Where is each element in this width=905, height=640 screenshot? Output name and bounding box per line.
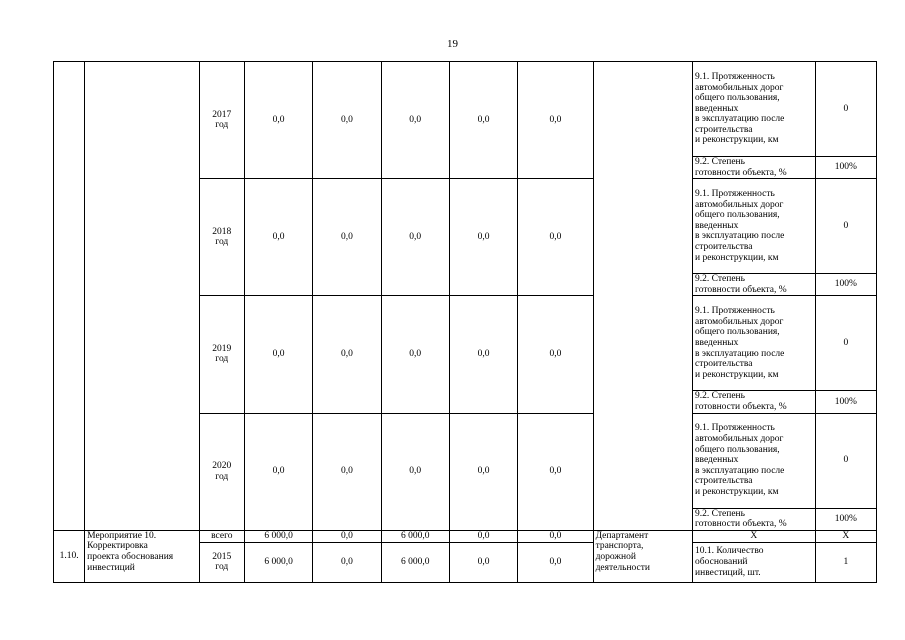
indicator-value: 100% xyxy=(815,508,876,530)
measure-total-row xyxy=(54,530,877,542)
indicator-cell xyxy=(693,413,816,508)
amount-cell: 0,0 xyxy=(313,542,381,582)
text-line: автомобильных дорог xyxy=(695,434,784,445)
indicator-value: 0 xyxy=(815,62,876,157)
text-line: деятельности xyxy=(595,562,650,573)
measure-number: 1.10. xyxy=(54,530,85,582)
amount-cell: 0,0 xyxy=(313,62,381,179)
amount-cell: 0,0 xyxy=(313,179,381,296)
text-line: обоснований xyxy=(695,556,748,567)
text-line: дорожной xyxy=(595,551,636,562)
amount-cell: 0,0 xyxy=(313,530,381,542)
indicator-value: 0 xyxy=(815,296,876,391)
text-line: готовности объекта, % xyxy=(695,284,787,295)
year-unit: год xyxy=(215,562,229,573)
executor-cell xyxy=(593,530,692,582)
indicator-cell xyxy=(693,508,816,530)
text-line: общего пользования, xyxy=(695,93,780,104)
text-line: 9.1. Протяженность xyxy=(695,423,775,434)
indicator-cell: Х xyxy=(693,530,816,542)
indicator-cell xyxy=(693,157,816,179)
amount-cell: 0,0 xyxy=(449,296,517,413)
amount-cell: 6 000,0 xyxy=(244,542,312,582)
amount-cell: 6 000,0 xyxy=(381,542,449,582)
amount-cell: 0,0 xyxy=(244,413,312,530)
amount-cell: 0,0 xyxy=(518,542,593,582)
year-row xyxy=(54,62,877,157)
text-line: в эксплуатацию после xyxy=(695,231,785,242)
year-cell xyxy=(199,179,244,296)
indicator-value: 100% xyxy=(815,391,876,413)
amount-cell: 0,0 xyxy=(381,62,449,179)
name-cell-empty xyxy=(85,62,200,531)
total-label: всего xyxy=(199,530,244,542)
text-line: Мероприятие 10. xyxy=(87,530,157,541)
indicator-cell xyxy=(693,391,816,413)
text-line: введенных xyxy=(695,455,739,466)
text-line: 9.2. Степень xyxy=(695,157,745,167)
text-line: готовности объекта, % xyxy=(695,401,787,412)
indicator-value: 0 xyxy=(815,413,876,508)
amount-cell: 0,0 xyxy=(449,179,517,296)
amount-cell: 0,0 xyxy=(244,296,312,413)
num-cell-empty xyxy=(54,62,85,531)
amount-cell: 0,0 xyxy=(449,530,517,542)
text-line: введенных xyxy=(695,103,739,114)
table-body xyxy=(54,62,877,583)
text-line: 9.1. Протяженность xyxy=(695,189,775,200)
amount-cell: 0,0 xyxy=(313,296,381,413)
text-line: 9.2. Степень xyxy=(695,274,745,285)
text-line: автомобильных дорог xyxy=(695,82,784,93)
amount-cell: 0,0 xyxy=(518,62,593,179)
year-unit: год xyxy=(215,237,229,248)
text-line: в эксплуатацию после xyxy=(695,114,785,125)
text-line: 10.1. Количество xyxy=(695,546,764,557)
amount-cell: 6 000,0 xyxy=(244,530,312,542)
indicator-cell xyxy=(693,296,816,391)
text-line: общего пользования, xyxy=(695,444,780,455)
text-line: и реконструкции, км xyxy=(695,135,779,146)
measure-name xyxy=(85,530,200,582)
indicator-cell xyxy=(693,274,816,296)
amount-cell: 0,0 xyxy=(313,413,381,530)
indicator-value: 100% xyxy=(815,274,876,296)
text-line: автомобильных дорог xyxy=(695,199,784,210)
year-cell xyxy=(199,413,244,530)
amount-cell: 0,0 xyxy=(449,413,517,530)
year-unit: год xyxy=(215,354,229,365)
text-line: в эксплуатацию после xyxy=(695,348,785,359)
page-number: 19 xyxy=(447,38,458,50)
amount-cell: 0,0 xyxy=(449,62,517,179)
text-line: 9.2. Степень xyxy=(695,508,745,519)
year-value: 2017 xyxy=(212,109,232,120)
indicator-value: 1 xyxy=(815,542,876,582)
text-line: и реконструкции, км xyxy=(695,487,779,498)
text-line: транспорта, xyxy=(595,541,644,552)
year-value: 2019 xyxy=(212,343,232,354)
amount-cell: 0,0 xyxy=(518,179,593,296)
year-cell xyxy=(199,62,244,179)
text-line: в эксплуатацию после xyxy=(695,465,785,476)
program-table xyxy=(53,61,877,583)
text-line: готовности объекта, % xyxy=(695,519,787,530)
text-line: строительства xyxy=(695,242,753,253)
amount-cell: 0,0 xyxy=(381,296,449,413)
text-line: и реконструкции, км xyxy=(695,252,779,263)
text-line: введенных xyxy=(695,338,739,349)
text-line: 9.2. Степень xyxy=(695,391,745,402)
year-cell xyxy=(199,296,244,413)
amount-cell: 0,0 xyxy=(518,530,593,542)
text-line: введенных xyxy=(695,220,739,231)
year-unit: год xyxy=(215,471,229,482)
amount-cell: 6 000,0 xyxy=(381,530,449,542)
year-unit: год xyxy=(215,120,229,131)
year-cell xyxy=(199,542,244,582)
executor-cell-empty xyxy=(593,62,692,531)
text-line: инвестиций, шт. xyxy=(695,567,761,578)
text-line: 9.1. Протяженность xyxy=(695,306,775,317)
text-line: строительства xyxy=(695,476,753,487)
text-line: инвестиций xyxy=(87,562,135,573)
text-line: автомобильных дорог xyxy=(695,316,784,327)
amount-cell: 0,0 xyxy=(518,296,593,413)
text-line: Корректировка xyxy=(87,541,148,552)
text-line: строительства xyxy=(695,359,753,370)
text-line: общего пользования, xyxy=(695,327,780,338)
year-value: 2018 xyxy=(212,226,232,237)
text-line: проекта обоснования xyxy=(87,551,174,562)
indicator-value: 100% xyxy=(815,157,876,179)
year-value: 2020 xyxy=(212,461,232,472)
amount-cell: 0,0 xyxy=(381,179,449,296)
amount-cell: 0,0 xyxy=(449,542,517,582)
text-line: готовности объекта, % xyxy=(695,167,787,178)
indicator-cell xyxy=(693,62,816,157)
amount-cell: 0,0 xyxy=(381,413,449,530)
indicator-cell xyxy=(693,179,816,274)
text-line: и реконструкции, км xyxy=(695,369,779,380)
indicator-cell xyxy=(693,542,816,582)
indicator-value: 0 xyxy=(815,179,876,274)
amount-cell: 0,0 xyxy=(244,179,312,296)
amount-cell: 0,0 xyxy=(244,62,312,179)
text-line: 9.1. Протяженность xyxy=(695,71,775,82)
year-value: 2015 xyxy=(212,551,232,562)
indicator-value: Х xyxy=(815,530,876,542)
text-line: строительства xyxy=(695,124,753,135)
text-line: Департамент xyxy=(595,530,649,541)
amount-cell: 0,0 xyxy=(518,413,593,530)
text-line: общего пользования, xyxy=(695,210,780,221)
